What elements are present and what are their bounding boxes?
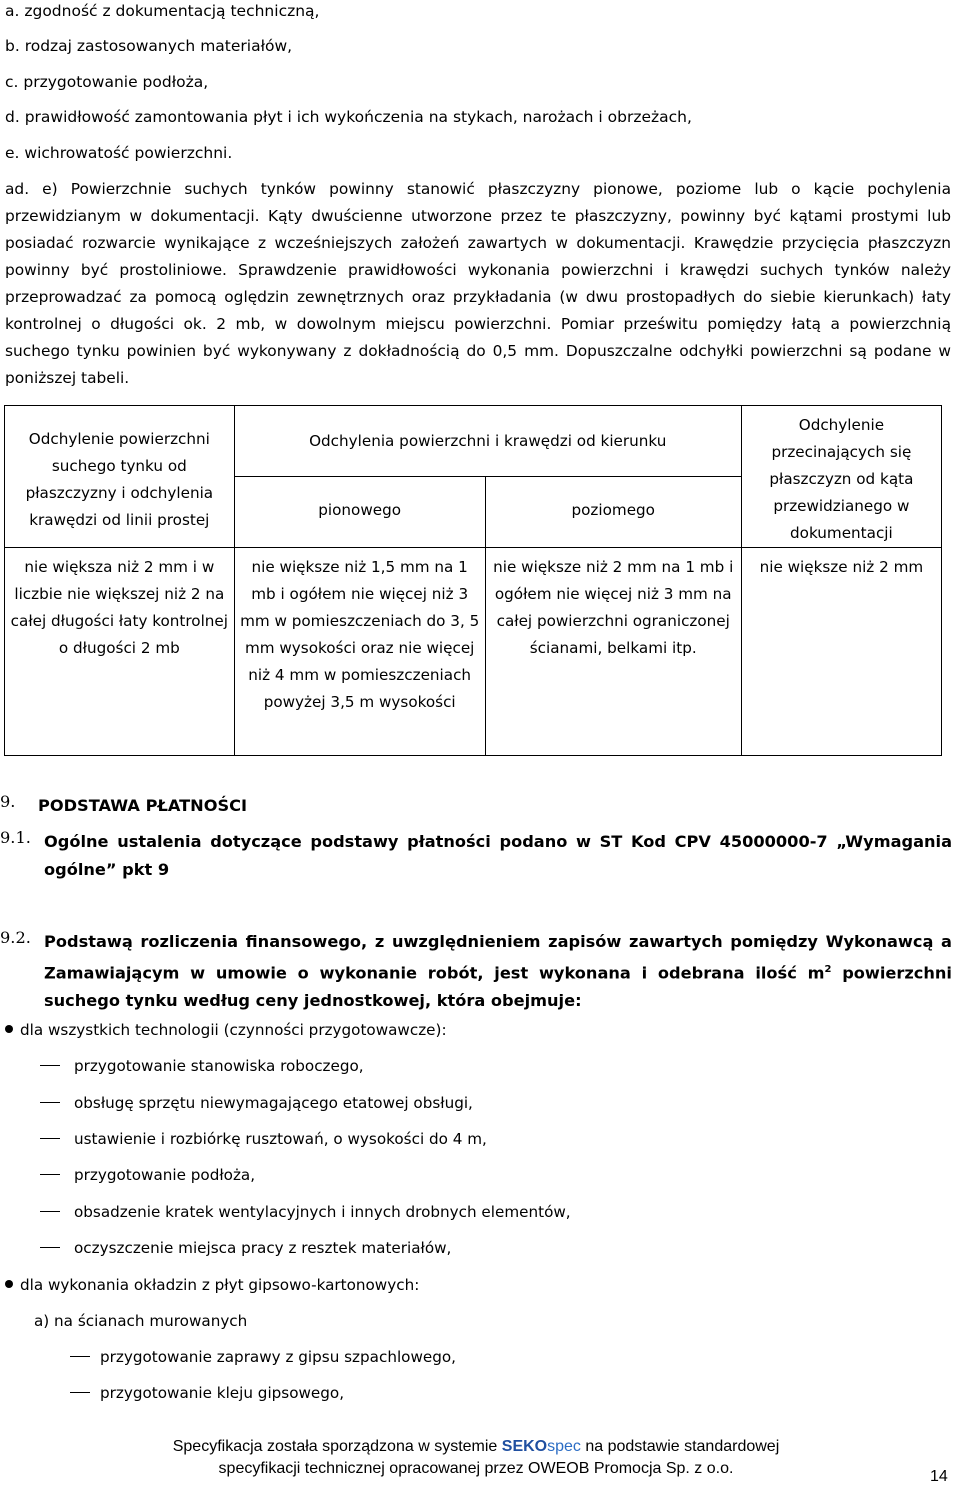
dash-icon <box>70 1356 90 1358</box>
deviation-table <box>4 405 942 756</box>
paragraph-prefix: ad. e) <box>5 180 58 198</box>
list-item-d: d. prawidłowość zamontowania płyt i ich wykończenia na stykach, narożach i obrzeżach, <box>5 108 692 126</box>
section-text-b: powierzchni suchego tynku według ceny jednostkowej, która obejmuje: <box>44 963 952 1011</box>
section-number: 9. <box>0 792 16 811</box>
dash-icon <box>40 1211 60 1213</box>
section-number: 9.1. <box>0 828 31 847</box>
table-cell-horizontal: nie większe niż 2 mm na 1 mb i ogółem nie więcej niż 3 mm na całej powierzchni ograniczonej ścianami, belkami itp. <box>485 548 741 756</box>
dash-icon <box>40 1065 60 1067</box>
paragraph-text-1: Powierzchnie suchych tynków powinny stanowić płaszczyzny pionowe, poziome lub o kącie pochylenia przewidzianym w dokumentacji. <box>5 180 951 225</box>
bullet-icon <box>5 1280 13 1288</box>
section-text-a: Podstawą rozliczenia finansowego, z uwzględnieniem zapisów zawartych pomiędzy Wykonawcą a Zamawiającym w umowie o wykonanie robót, jest wykonana i odebrana ilość m <box>44 932 952 983</box>
page-number: 14 <box>930 1468 948 1485</box>
dash-item-label: ustawienie i rozbiórkę rusztowań, o wysokości do 4 m, <box>74 1130 487 1148</box>
bullet-icon <box>5 1025 13 1033</box>
superscript: 2 <box>824 964 832 975</box>
dash-icon <box>40 1138 60 1140</box>
bullet-item <box>5 1021 447 1039</box>
footer-text: Specyfikacja została sporządzona w systemie <box>172 1438 502 1455</box>
dash-item <box>40 1203 571 1221</box>
section-text: Ogólne ustalenia dotyczące podstawy płatności podano w ST Kod CPV 45000000-7 „Wymagania ogólne” pkt 9 <box>44 832 952 879</box>
dash-item-label: obsługę sprzętu niewymagającego etatowej obsługi, <box>74 1094 473 1112</box>
section-title: PODSTAWA PŁATNOŚCI <box>38 796 248 815</box>
section-text <box>44 928 952 1015</box>
dash-item-label: przygotowanie zaprawy z gipsu szpachlowego, <box>100 1348 456 1366</box>
dash-icon <box>70 1392 90 1394</box>
dash-icon <box>40 1247 60 1249</box>
brand-name-a: SEKO <box>501 1438 548 1455</box>
dash-item <box>70 1384 344 1402</box>
table-cell-vertical: nie większe niż 1,5 mm na 1 mb i ogółem nie więcej niż 3 mm w pomieszczeniach do 3, 5 mm wysokości oraz nie więcej niż 4 mm w pomieszczeniach powyżej 3,5 m wysokości <box>234 548 485 756</box>
list-item-e: e. wichrowatość powierzchni. <box>5 144 233 162</box>
table-subheader-vertical: pionowego <box>234 477 485 548</box>
list-item-b: b. rodzaj zastosowanych materiałów, <box>5 37 293 55</box>
list-item-a: a. zgodność z dokumentacją techniczną, <box>5 2 320 20</box>
table-header-angle: Odchylenie przecinających się płaszczyzn od kąta przewidzianego w dokumentacji <box>741 406 941 548</box>
dash-item-label: przygotowanie stanowiska roboczego, <box>74 1057 364 1075</box>
brand-name-b: spec <box>547 1438 581 1455</box>
table-subheader-horizontal: poziomego <box>485 477 741 548</box>
table-cell-surface: nie większa niż 2 mm i w liczbie nie większej niż 2 na całej długości łaty kontrolnej o długości 2 mb <box>5 548 235 756</box>
list-item-c: c. przygotowanie podłoża, <box>5 73 209 91</box>
footer-line-2: specyfikacji technicznej opracowanej przez OWEOB Promocja Sp. z o.o. <box>218 1460 734 1477</box>
table-cell-angle: nie większe niż 2 mm <box>741 548 941 756</box>
section-number: 9.2. <box>0 928 31 947</box>
footer-line-1 <box>0 1437 952 1457</box>
dash-item <box>40 1130 487 1148</box>
dash-item <box>40 1057 364 1075</box>
sub-heading: a) na ścianach murowanych <box>34 1312 248 1330</box>
dash-icon <box>40 1102 60 1104</box>
dash-item <box>40 1239 451 1257</box>
footer-text: na podstawie standardowej <box>580 1438 780 1455</box>
dash-item-label: oczyszczenie miejsca pracy z resztek materiałów, <box>74 1239 452 1257</box>
dash-item <box>70 1348 456 1366</box>
bullet-label: dla wszystkich technologii (czynności przygotowawcze): <box>20 1021 447 1039</box>
bullet-label: dla wykonania okładzin z płyt gipsowo-kartonowych: <box>20 1276 420 1294</box>
table-header-surface: Odchylenie powierzchni suchego tynku od płaszczyzny i odchylenia krawędzi od linii prostej <box>5 406 235 548</box>
paragraph-text-2: Kąty dwuścienne utworzone przez te płaszczyzny, powinny być kątami prostymi lub posiadać rozwarcie wynikające z wcześniejszych założeń zawartych w dokumentacji. Krawędzie przycięcia płaszczyzn powinny być prostoliniowe. Sprawdzenie prawidłowości wykonania powierzchni i krawędzi suchych tynków należy przeprowadzać za pomocą oględzin zewnętrznych oraz przykładania (w dwu prostopadłych do siebie kierunkach) łaty kontrolnej o długości ok. 2 mb, w dowolnym miejscu powierzchni. Pomiar prześwitu pomiędzy łatą a powierzchnią suchego tynku powinien być wykonywany z dokładnością do 0,5 mm. Dopuszczalne odchyłki powierzchni są podane w poniższej tabeli. <box>5 207 951 387</box>
dash-item-label: przygotowanie kleju gipsowego, <box>100 1384 345 1402</box>
table-row <box>5 548 942 756</box>
table-header-direction: Odchylenia powierzchni i krawędzi od kierunku <box>234 406 741 477</box>
dash-item-label: przygotowanie podłoża, <box>74 1166 256 1184</box>
dash-item <box>40 1166 255 1184</box>
dash-item <box>40 1094 473 1112</box>
bullet-item <box>5 1276 419 1294</box>
paragraph-ad-e <box>5 176 951 392</box>
dash-icon <box>40 1174 60 1176</box>
dash-item-label: obsadzenie kratek wentylacyjnych i innych drobnych elementów, <box>74 1203 571 1221</box>
